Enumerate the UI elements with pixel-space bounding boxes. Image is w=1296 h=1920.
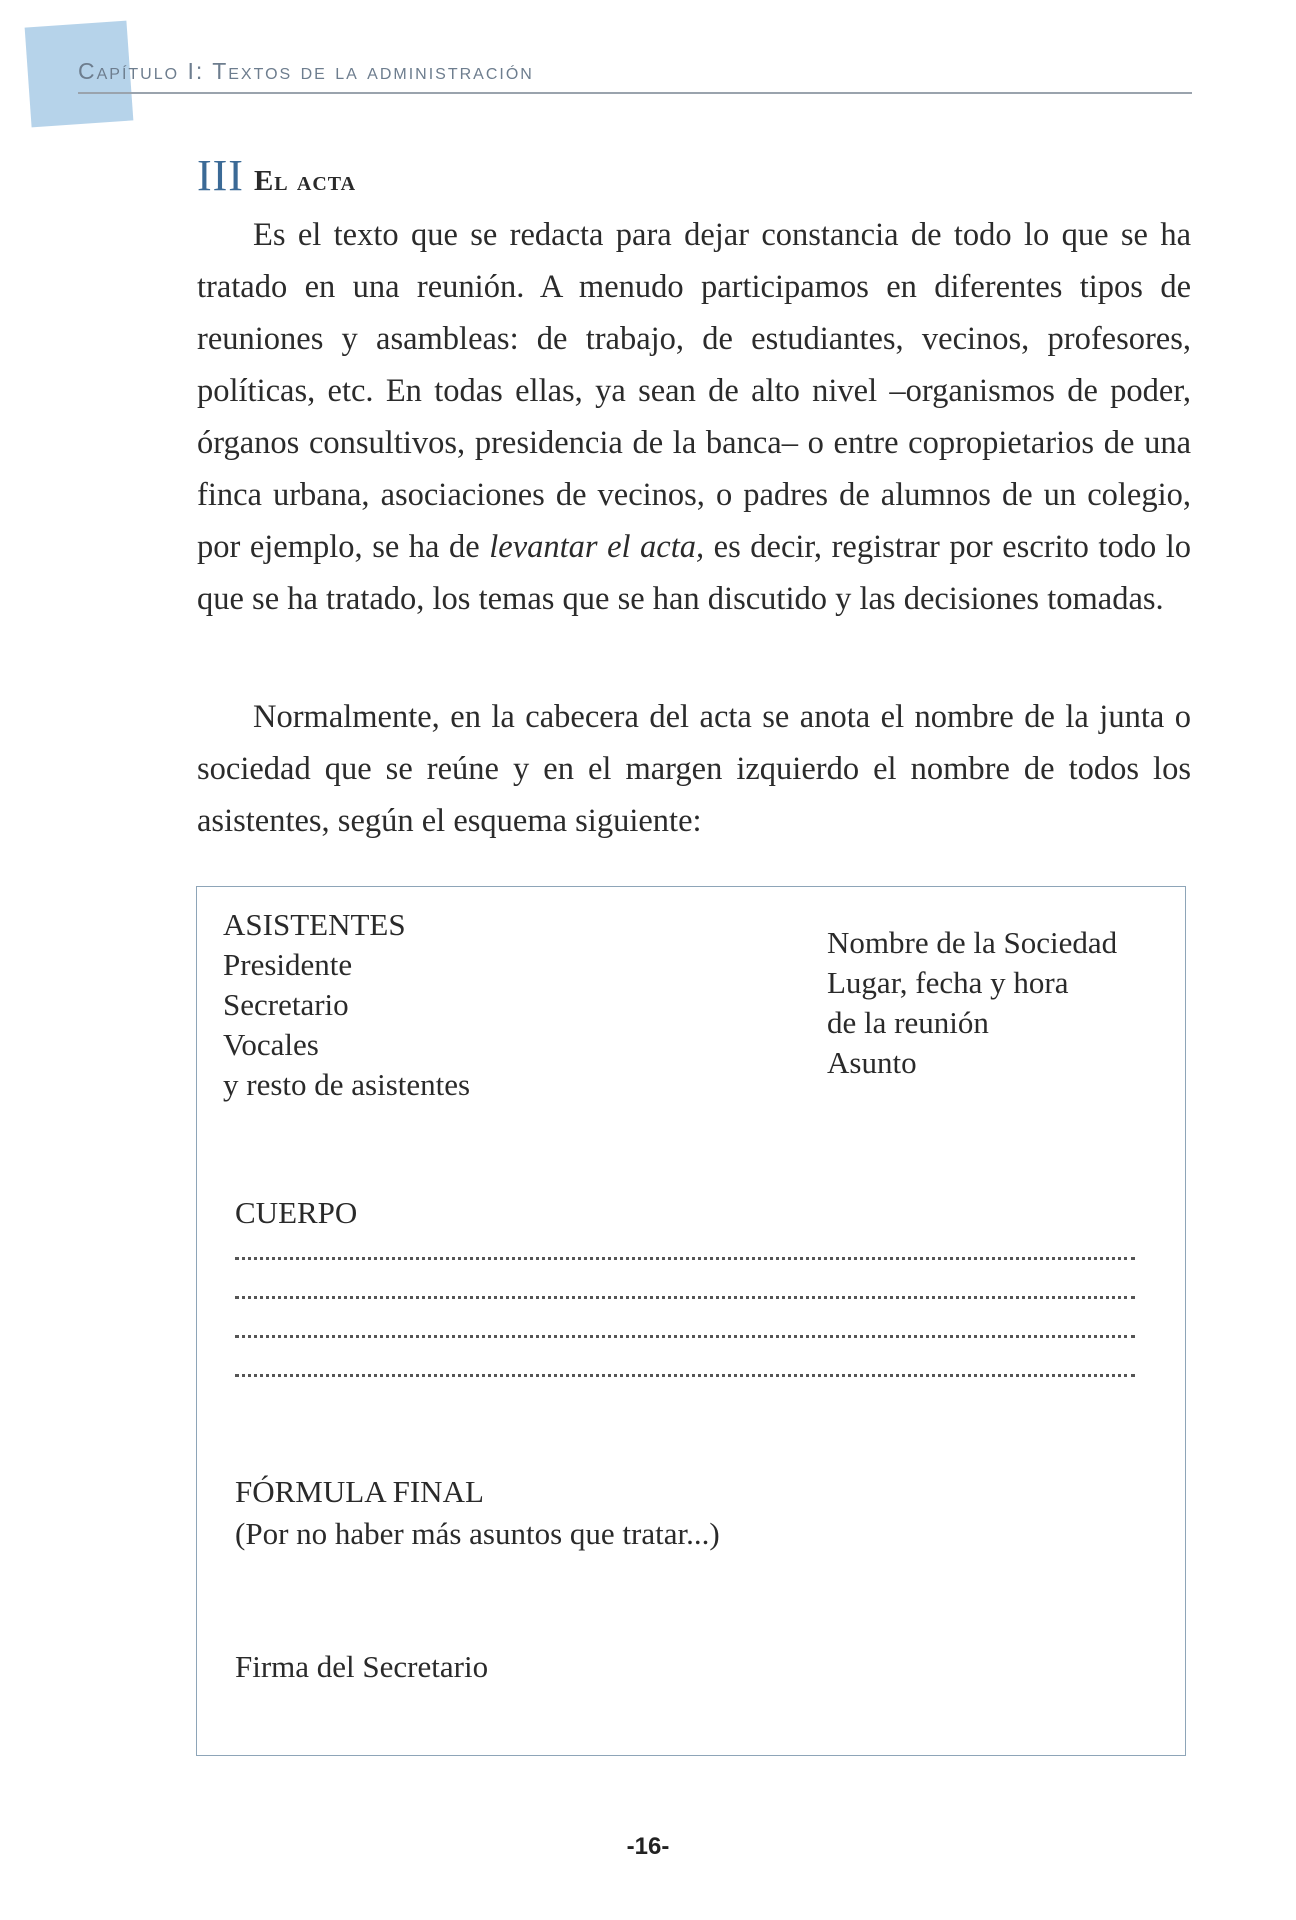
section-name: El acta [253, 165, 357, 197]
attendee-role: Secretario [223, 987, 349, 1022]
dotted-line [235, 1374, 1135, 1377]
section-title [197, 150, 356, 201]
meeting-info-line: Lugar, fecha y hora [827, 965, 1069, 1000]
body-section [235, 1193, 1135, 1377]
attendees-list [223, 905, 470, 1105]
meeting-info-line: Nombre de la Sociedad [827, 925, 1118, 960]
page-number: -16- [626, 1833, 670, 1860]
header-rule [78, 92, 1192, 94]
meeting-info [827, 923, 1117, 1083]
acta-schema-box [196, 886, 1186, 1756]
meeting-info-line: de la reunión [827, 1005, 989, 1040]
attendee-role: Presidente [223, 947, 353, 982]
running-head: Capítulo I: Textos de la administración [78, 58, 534, 84]
italic-term: levantar el acta, [489, 529, 705, 565]
paragraph-schema-intro: Normalmente, en la cabecera del acta se anota el nombre de la junta o sociedad que se reúne y en el margen izquierdo el nombre de todos los asistentes, según el esquema siguiente: [197, 699, 1191, 839]
attendees-heading: ASISTENTES [223, 907, 406, 942]
closing-example: (Por no haber más asuntos que tratar...) [235, 1516, 720, 1551]
dotted-line [235, 1257, 1135, 1260]
signature-label: Firma del Secretario [235, 1649, 489, 1684]
closing-section [235, 1471, 720, 1555]
paragraph-text: Es el texto que se redacta para dejar constancia de todo lo que se ha tratado en una reunión. A menudo participamos en diferentes tipos de reuniones y asambleas: de trabajo, de estudiantes, vecinos, profesores, políticas, etc. En todas ellas, ya sean de alto nivel –organismos de poder, órganos consultivos, presidencia de la banca– o entre copropietarios de una finca urbana, asociaciones de vecinos, o padres de alumnos de un colegio, por ejemplo, se ha de [197, 217, 1191, 565]
attendee-role: Vocales [223, 1027, 319, 1062]
paragraph-text: es decir, registrar por escrito todo lo que se ha tratado, los temas que se han discutido y las decisiones tomadas. [197, 529, 1192, 617]
closing-heading: FÓRMULA FINAL [235, 1474, 484, 1509]
paragraph-definition [197, 209, 1191, 625]
section-number: III [197, 151, 244, 200]
body-heading: CUERPO [235, 1195, 358, 1230]
dotted-line [235, 1296, 1135, 1299]
meeting-info-line: Asunto [827, 1045, 917, 1080]
dotted-line [235, 1335, 1135, 1338]
attendee-role: y resto de asistentes [223, 1067, 471, 1102]
